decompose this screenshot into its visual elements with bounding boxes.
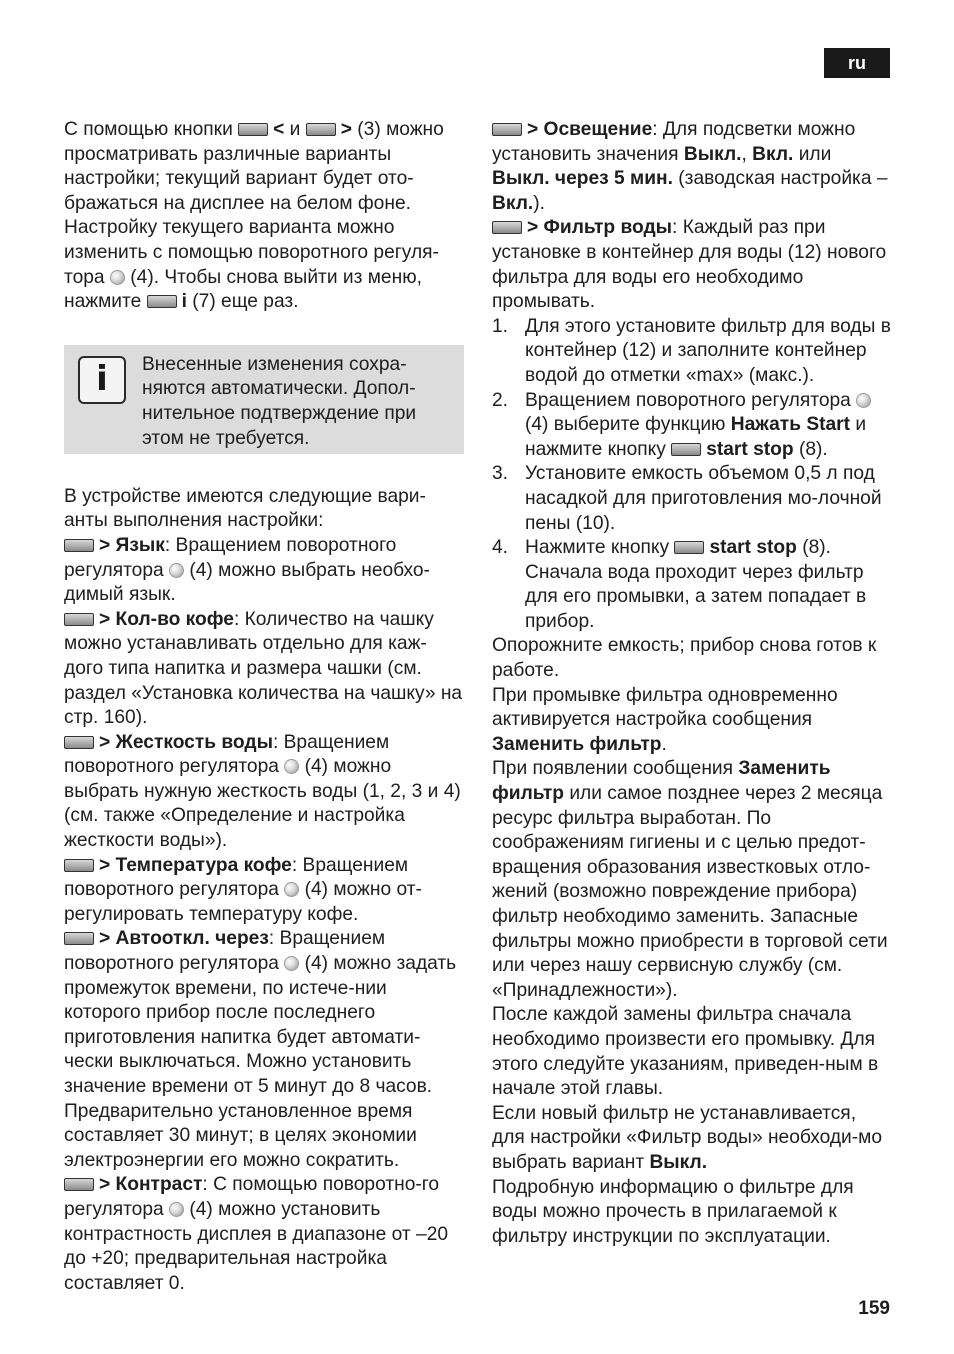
menu-button-icon: [64, 932, 94, 945]
text: : Для подсветки можно установить значения: [492, 119, 856, 165]
info-icon: i: [78, 356, 126, 404]
step-number: 1.: [492, 315, 509, 337]
text: : Количество на чашку можно устанавливать отдельно для каж-дого типа напитка и размера чашки (см. раздел «Установка количества на чашку» на стр. 160).: [64, 608, 463, 729]
value-off: Выкл.: [683, 143, 742, 165]
button-name: start stop: [709, 537, 797, 559]
menu-button-icon: [64, 736, 94, 749]
option-label: > Жесткость воды: [99, 731, 273, 753]
page-number: 159: [858, 1298, 890, 1319]
rotary-knob-icon: [169, 1202, 184, 1217]
option-water-filter: [492, 216, 894, 314]
next-arrow: >: [340, 119, 352, 140]
text: С помощью кнопки: [64, 119, 239, 140]
filter-steps-list: [492, 315, 894, 635]
rotary-knob-icon: [856, 393, 871, 408]
list-item: [492, 462, 894, 536]
rotary-knob-icon: [169, 563, 184, 578]
option-label: > Кол-во кофе: [99, 608, 234, 630]
option-label: > Температура кофе: [99, 854, 292, 876]
value-off: Выкл.: [649, 1151, 708, 1173]
value-off-5min: Выкл. через 5 мин.: [492, 168, 673, 190]
menu-button-icon: [64, 859, 94, 872]
text: При промывке фильтра одновременно активируется настройка сообщения: [492, 684, 838, 731]
info-button-icon: [147, 295, 177, 308]
option-auto-off: [64, 927, 464, 1173]
text: При появлении сообщения: [492, 758, 739, 780]
right-column: [492, 118, 894, 1249]
text: : С помощью поворотно-го регулятора: [64, 1174, 440, 1220]
option-label: > Автооткл. через: [99, 928, 269, 950]
info-note-box: [64, 345, 464, 454]
list-item: [492, 315, 894, 389]
option-label: > Освещение: [527, 119, 653, 140]
paragraph: Опорожните емкость; прибор снова готов к работе.: [492, 635, 877, 682]
paragraph: После каждой замены фильтра сначала необходимо произвести его промывку. Для этого следуйте указаниям, приведен-ным в начале этой главы.: [492, 1004, 879, 1100]
text: (4) можно выбрать нужную жесткость воды (1, 2, 3 и 4) (см. также «Определение и настройка жесткости воды»).: [64, 756, 461, 852]
rotary-knob-icon: [284, 956, 299, 971]
text: (8). Сначала вода проходит через фильтр для его промывки, а затем попадает в прибор.: [525, 537, 867, 632]
prev-arrow: <: [273, 119, 285, 140]
text: и: [284, 119, 306, 140]
text: и нажмите кнопку: [525, 414, 867, 460]
paragraph: [492, 757, 894, 1003]
option-water-hardness: [64, 731, 464, 854]
text: (8).: [793, 438, 828, 460]
option-contrast: [64, 1173, 464, 1296]
list-item: [492, 389, 894, 463]
text: Нажмите кнопку: [525, 537, 675, 559]
rotary-knob-icon: [110, 270, 125, 285]
info-key: i: [181, 291, 187, 313]
option-temperature: [64, 854, 464, 928]
value-on: Вкл.: [752, 143, 794, 165]
text: : Каждый раз при установке в контейнер для воды (12) нового фильтра для воды его необходимо промывать.: [492, 217, 887, 313]
menu-button-icon: [64, 1178, 94, 1191]
option-label: > Язык: [99, 534, 165, 556]
text: (4). Чтобы снова выйти из меню, нажмите: [64, 266, 422, 313]
step-number: 4.: [492, 537, 509, 559]
rotary-knob-icon: [284, 759, 299, 774]
text: (4) можно задать промежуток времени, по истече-нии которого прибор после последнего приготовления напитка будет автомати-чески выключаться. Можно установить значение времени от 5 минут до 8 часов. Предварительно установленное время составляет 30 минут; в целях экономии электроэнергии его можно сократить.: [64, 953, 457, 1171]
text: : Вращением поворотного регулятора: [64, 534, 397, 581]
option-label: > Контраст: [99, 1174, 203, 1196]
option-label: > Фильтр воды: [527, 217, 673, 239]
text: Для этого установите фильтр для воды в контейнер (12) и заполните контейнер водой до отметки «max» (макс.).: [525, 315, 891, 386]
menu-button-icon: [492, 221, 522, 234]
text: Если новый фильтр не устанавливается, для настройки «Фильтр воды» необходи-мо выбрать вариант: [492, 1102, 883, 1173]
button-name: start stop: [706, 438, 794, 460]
menu-button-icon: [64, 539, 94, 552]
step-number: 3.: [492, 463, 509, 485]
text: (7) еще раз.: [186, 291, 299, 313]
menu-button-icon: [492, 123, 522, 136]
text: .: [661, 733, 667, 755]
start-stop-button-icon: [674, 541, 704, 554]
message-name: Заменить фильтр: [492, 758, 831, 805]
function-name: Нажать Start: [730, 414, 851, 436]
text: (3) можно просматривать различные варианты настройки; текущий вариант будет ото-бражаться на дисплее на белом фоне. Настройку текущего варианта можно изменить с помощью поворотного регуля-тора: [64, 119, 444, 288]
text: Вращением поворотного регулятора: [525, 389, 857, 411]
message-name: Заменить фильтр: [492, 733, 662, 755]
value-on-default: Вкл.: [492, 192, 534, 214]
paragraph: [492, 1102, 894, 1176]
menu-button-icon: [306, 123, 336, 136]
menu-button-icon: [238, 123, 268, 136]
text: Установите емкость объемом 0,5 л под насадкой для приготовления мо-лочной пены (10).: [525, 463, 882, 534]
start-stop-button-icon: [671, 443, 701, 456]
option-quantity: [64, 608, 464, 731]
step-number: 2.: [492, 389, 509, 411]
text: (4) можно установить контрастность дисплея в диапазоне от –20 до +20; предварительная настройка составляет 0.: [64, 1198, 449, 1294]
rotary-knob-icon: [284, 882, 299, 897]
text: (4) можно от-регулировать температуру кофе.: [64, 879, 422, 925]
language-badge: ru: [824, 48, 890, 78]
note-text: Внесенные изменения сохра-няются автоматически. Допол-нительное подтверждение при этом не требуется.: [142, 353, 417, 449]
paragraph: Подробную информацию о фильтре для воды можно прочесть в прилагаемой к фильтру инструкции по эксплуатации.: [492, 1176, 854, 1247]
text: : Вращением поворотного регулятора: [64, 731, 390, 778]
text: : Вращением поворотного регулятора: [64, 928, 386, 975]
list-item: [492, 536, 894, 634]
text: ).: [533, 192, 545, 214]
text: (4) выберите функцию: [525, 414, 731, 436]
text: или: [793, 143, 832, 165]
intro-paragraph: [64, 118, 464, 315]
text: или самое позднее через 2 месяца ресурс фильтра выработан. По соображениям гигиены и с целью предот-вращения образования известковых отло-жений (возможно повреждение прибора) фильтр необходимо заменить. Запасные фильтры можно приобрести в торговой сети или через нашу сервисную службу (см. «Принадлежности»).: [492, 783, 888, 1001]
left-column: [64, 118, 464, 1296]
option-lighting: [492, 118, 894, 216]
text: (4) можно выбрать необхо-димый язык.: [64, 559, 430, 606]
text: : Вращением поворотного регулятора: [64, 854, 409, 901]
options-intro: В устройстве имеются следующие вари-анты выполнения настройки:: [64, 485, 426, 532]
text: ,: [741, 143, 753, 165]
text: (заводская настройка –: [672, 168, 888, 190]
menu-button-icon: [64, 613, 94, 626]
paragraph: [492, 684, 894, 758]
option-language: [64, 534, 464, 608]
